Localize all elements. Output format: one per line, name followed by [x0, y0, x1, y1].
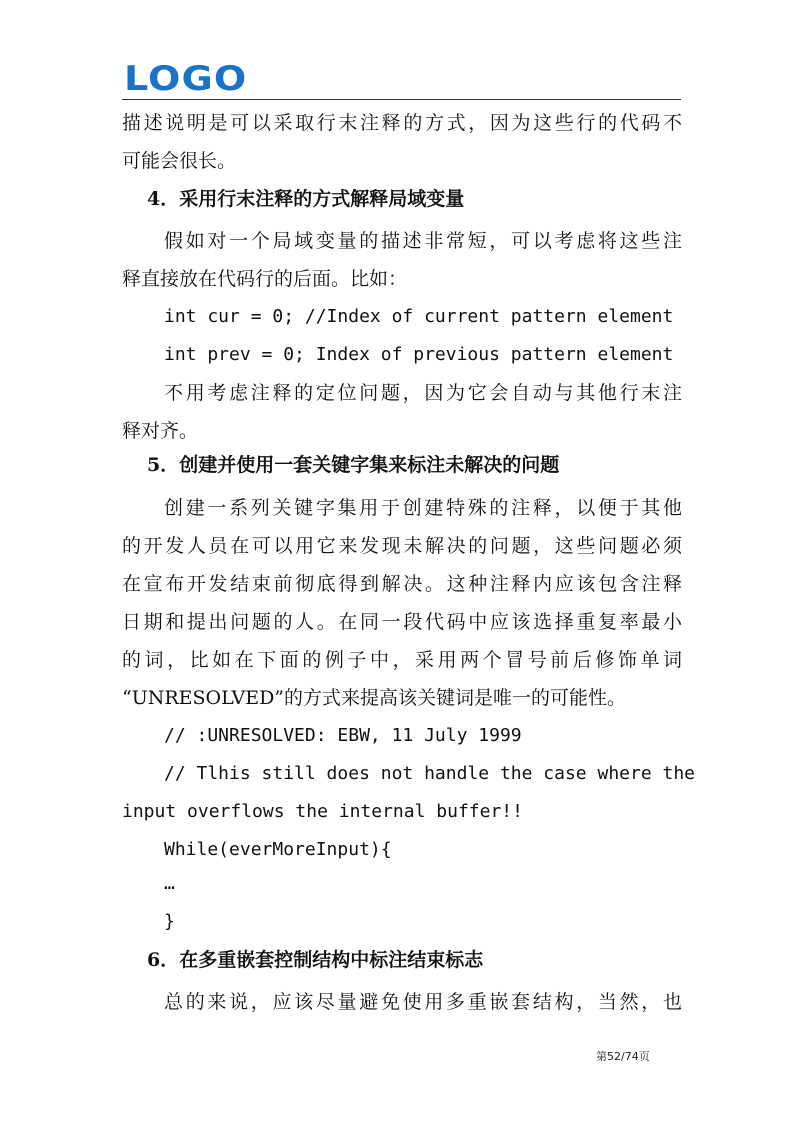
code-line: …	[164, 873, 175, 894]
code-line: input overflows the internal buffer!!	[122, 801, 523, 822]
paragraph-line: 释直接放在代码行的后面。比如：	[122, 268, 408, 290]
paragraph-line: 不用考虑注释的定位问题，因为它会自动与其他行末注	[164, 382, 682, 404]
code-line: // :UNRESOLVED: EBW, 11 July 1999	[164, 725, 522, 746]
paragraph-line: 日期和提出问题的人。在同一段代码中应该选择重复率最小	[122, 611, 682, 633]
section-heading-6: 6．在多重嵌套控制结构中标注结束标志	[147, 949, 484, 971]
section-heading-5: 5．创建并使用一套关键字集来标注未解决的问题	[147, 454, 560, 476]
code-line: While(everMoreInput){	[164, 839, 392, 860]
paragraph-line: 在宣布开发结束前彻底得到解决。这种注释内应该包含注释	[122, 573, 682, 595]
paragraph-line: 假如对一个局域变量的描述非常短，可以考虑将这些注	[164, 230, 682, 252]
logo: LOGO	[124, 59, 248, 99]
code-line: int prev = 0; Index of previous pattern element	[164, 344, 674, 365]
header-divider	[122, 99, 681, 100]
page-number: 第52/74页	[596, 1050, 650, 1063]
code-line: }	[164, 911, 175, 932]
paragraph-line: 描述说明是可以采取行末注释的方式，因为这些行的代码不	[122, 112, 682, 134]
paragraph-line: 可能会很长。	[122, 150, 237, 172]
paragraph-line: 创建一系列关键字集用于创建特殊的注释，以便于其他	[164, 497, 682, 519]
code-line: // Tlhis still does not handle the case where the	[164, 763, 696, 784]
paragraph-line: 的开发人员在可以用它来发现未解决的问题，这些问题必须	[122, 535, 682, 557]
paragraph-line: 总的来说，应该尽量避免使用多重嵌套结构，当然，也	[164, 991, 682, 1013]
code-line: int cur = 0; //Index of current pattern element	[164, 306, 674, 327]
section-heading-4: 4．采用行末注释的方式解释局域变量	[147, 188, 465, 210]
paragraph-line: 释对齐。	[122, 420, 199, 442]
paragraph-line: “UNRESOLVED”的方式来提高该关键词是唯一的可能性。	[122, 687, 627, 709]
paragraph-line: 的词，比如在下面的例子中，采用两个冒号前后修饰单词	[122, 649, 682, 671]
